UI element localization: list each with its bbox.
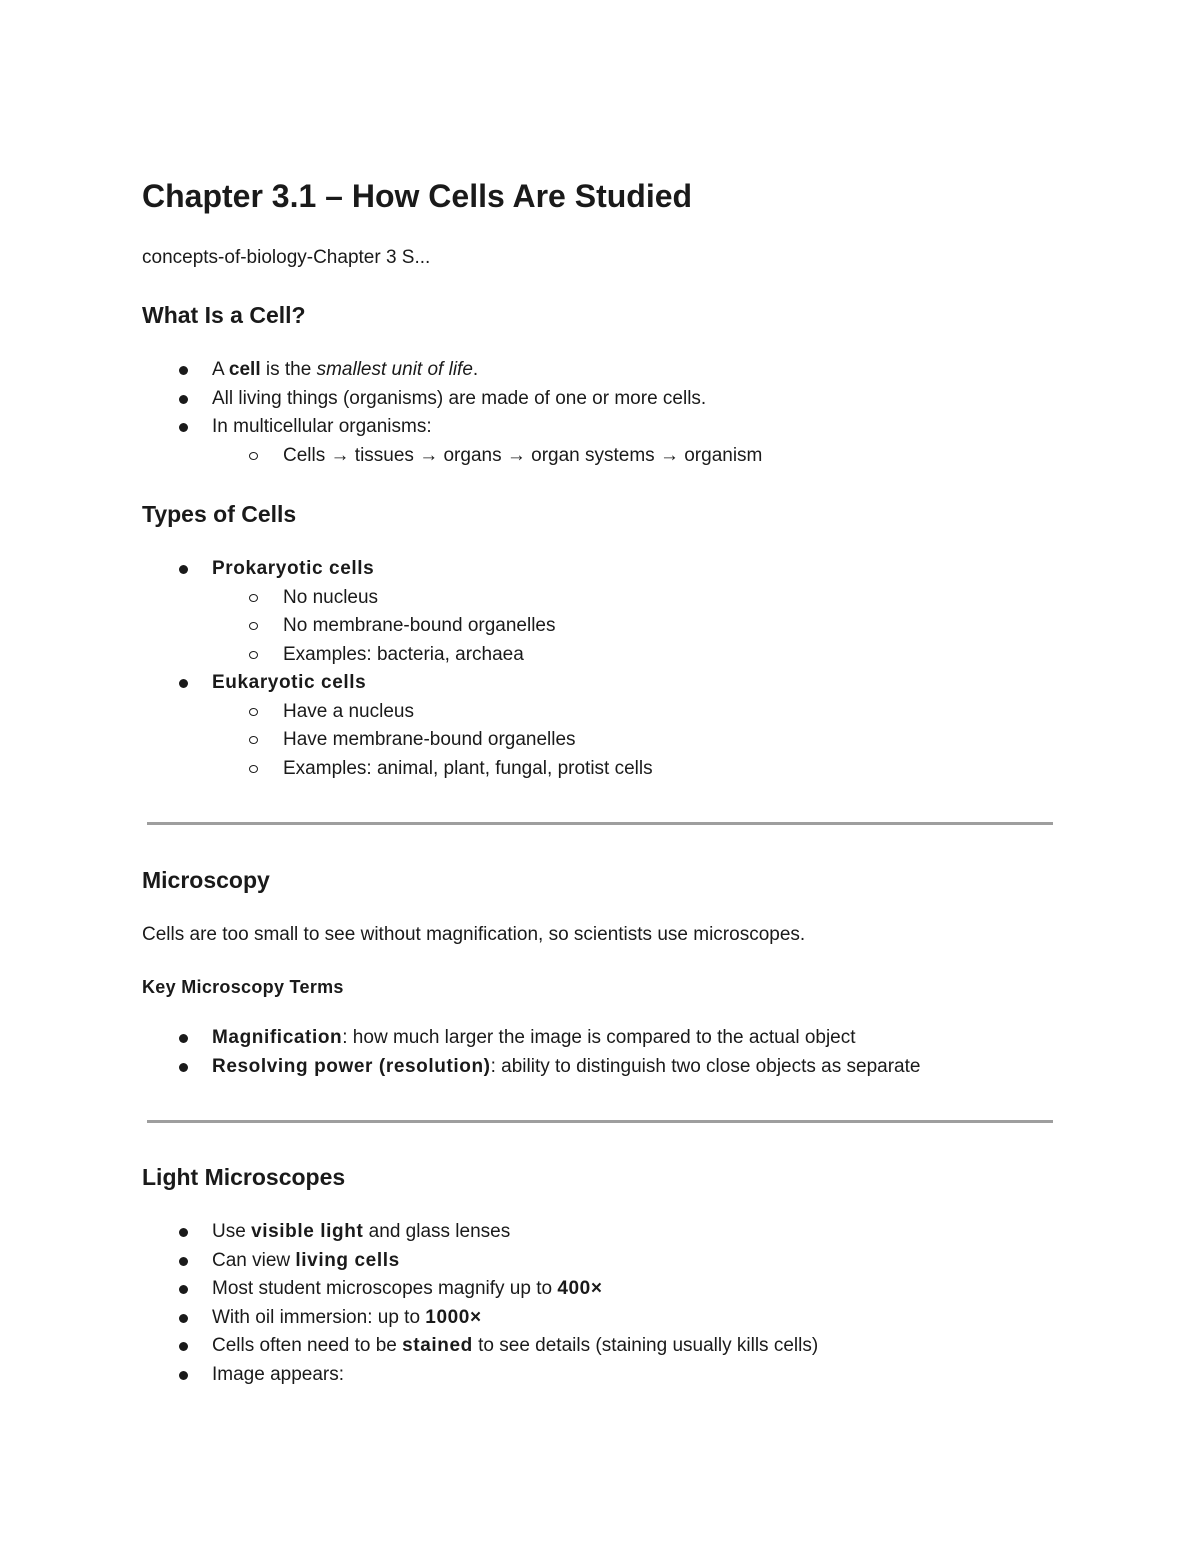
heading-what-is-a-cell: What Is a Cell?: [142, 302, 306, 328]
list-item: Image appears:: [142, 1361, 818, 1390]
list-item: Cells often need to be stained to see details (staining usually kills cells): [142, 1332, 818, 1361]
heading-microscopy: Microscopy: [142, 867, 270, 893]
list-item: Eukaryotic cells: [142, 669, 653, 698]
microscopy-terms-list: [142, 1024, 920, 1081]
list-item: Most student microscopes magnify up to 400×: [142, 1275, 818, 1304]
horizontal-rule: [147, 1120, 1053, 1123]
types-of-cells-list: [142, 555, 653, 783]
horizontal-rule: [147, 822, 1053, 825]
page-title: Chapter 3.1 – How Cells Are Studied: [142, 178, 693, 214]
sub-list-item: No nucleus: [142, 584, 653, 613]
heading-key-microscopy-terms: Key Microscopy Terms: [142, 977, 344, 997]
document-subtitle: concepts-of-biology-Chapter 3 S...: [142, 247, 431, 268]
what-is-cell-list: [142, 356, 762, 470]
light-microscopes-list: [142, 1218, 818, 1389]
heading-light-microscopes: Light Microscopes: [142, 1164, 346, 1190]
list-item: Use visible light and glass lenses: [142, 1218, 818, 1247]
microscopy-intro: Cells are too small to see without magnification, so scientists use microscopes.: [142, 924, 806, 945]
sub-list-item: Have a nucleus: [142, 698, 653, 727]
list-item: Magnification: how much larger the image is compared to the actual object: [142, 1024, 920, 1053]
list-item: Can view living cells: [142, 1247, 818, 1276]
sub-list-item: No membrane-bound organelles: [142, 612, 653, 641]
sub-list-item: Examples: animal, plant, fungal, protist cells: [142, 755, 653, 784]
sub-list-item: Have membrane-bound organelles: [142, 726, 653, 755]
list-item: In multicellular organisms:: [142, 413, 762, 442]
heading-types-of-cells: Types of Cells: [142, 501, 297, 527]
sub-list-item: Examples: bacteria, archaea: [142, 641, 653, 670]
sub-list-item: Cells → tissues → organs → organ systems → organism: [142, 442, 762, 471]
list-item: All living things (organisms) are made of one or more cells.: [142, 385, 762, 414]
list-item: A cell is the smallest unit of life.: [142, 356, 762, 385]
list-item: Prokaryotic cells: [142, 555, 653, 584]
list-item: Resolving power (resolution): ability to distinguish two close objects as separate: [142, 1053, 920, 1082]
list-item: With oil immersion: up to 1000×: [142, 1304, 818, 1333]
